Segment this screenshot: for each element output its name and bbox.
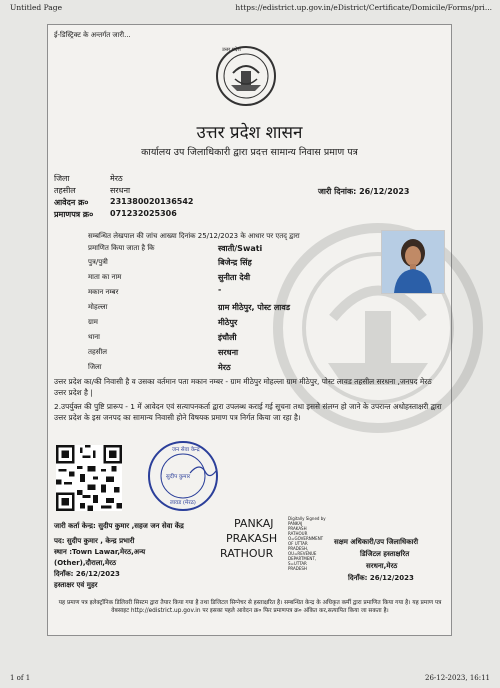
field-label-mohalla: मोहल्ला	[88, 303, 108, 311]
issuer-designation: पद: सुदीप कुमार , केन्द्र प्रभारी	[54, 537, 135, 545]
field-label-mother: माता का नाम	[88, 273, 122, 281]
signer-name-3: RATHOUR	[220, 547, 274, 560]
field-label-father: पुत्र/पुत्री	[88, 258, 108, 266]
meta-tehsil-value: सरधना	[110, 186, 131, 195]
seal-text-top: जन सेवा केन्द्र	[172, 447, 200, 453]
applicant-name: स्वाती/Swati	[218, 244, 263, 253]
meta-district-value: मेरठ	[110, 174, 123, 183]
officer-place: सरधना,मेरठ	[366, 562, 398, 570]
domicile-certificate	[47, 24, 452, 636]
print-datetime: 26-12-2023, 16:11	[425, 674, 490, 682]
browser-title: Untitled Page	[10, 3, 63, 12]
certificate-subtitle: कार्यालय उप जिलाधिकारी द्वारा प्रदत्त सामान्य निवास प्रमाण पत्र	[141, 147, 358, 158]
issuer-date: दिनाँक: 26/12/2023	[54, 570, 120, 578]
field-value-house: -	[218, 285, 222, 294]
certificate-title: उत्तर प्रदेश शासन	[196, 123, 303, 143]
field-value-village: मीठेपुर	[218, 318, 238, 327]
issuer-label: जारी कर्ता केन्द्र: सुदीप कुमार ,सहज जन सेवा केंद्र	[54, 522, 184, 530]
intro-line-1: सम्बन्धित लेखपाल की जांच आख्या दिनांक 25/12/2023 के आधार पर एतद् द्वारा	[88, 232, 300, 240]
issuer-sign-seal: हस्ताक्षर एवं मुहर	[54, 581, 98, 589]
applicant-photo	[381, 230, 445, 294]
intro-line-2: प्रमाणित किया जाता है कि	[88, 244, 155, 252]
meta-certificate-label: प्रमाणपत्र क्र०	[54, 210, 94, 219]
meta-tehsil-label: तहसील	[54, 186, 76, 195]
field-label-village: ग्राम	[88, 318, 98, 326]
field-label-house: मकान नम्बर	[88, 288, 119, 296]
field-label-police-station: थाना	[88, 333, 100, 341]
meta-application-label: आवेदन क्र०	[54, 198, 89, 207]
verification-paragraph: 2.उपर्युक्त की पुष्टि प्रारूप - 1 में आवेदन एवं सत्यापनकर्ता द्वारा उपलब्ध कराई गई सूचना तथा इससे संलग्न हो जाने के उपरान्त अधोहस्ताक्षरी द्वारा उत्तर प्रदेश के इस जनपद का सामान्य निवासी होने विषयक प्रमाण पत्र निर्गत किया जा रहा है।	[54, 402, 442, 422]
up-emblem-icon	[215, 45, 277, 107]
browser-url: https://edistrict.up.gov.in/eDistrict/Certificate/Domicile/Forms/pri...	[235, 3, 492, 12]
issuer-place-cont: (Other),दौराला,मेरठ	[54, 559, 117, 567]
officer-digital-signed: डिजिटल हस्ताक्षरित	[360, 550, 410, 558]
field-value-police-station: इंचौली	[218, 333, 237, 342]
meta-application-value: 231380020136542	[110, 197, 194, 206]
signer-name-2: PRAKASH	[226, 532, 278, 545]
digital-signature-details: Digitally Signed by PANKAJ PRAKASH RATHOUR O=GOVERNMENT OF UTTAR PRADESH, OU=REVENUE DEPARTMENT, S=UTTAR PRADESH	[288, 516, 326, 571]
signer-name-1: PANKAJ	[234, 517, 274, 530]
meta-certificate-value: 071232025306	[110, 209, 177, 218]
top-note: ई-डिस्ट्रिक्ट के अन्तर्गत जारी...	[54, 31, 131, 39]
field-label-district: जिला	[88, 363, 102, 371]
seal-text-bottom: लावड (मेरठ)	[170, 500, 196, 506]
issuer-place: स्थान :Town Lawar,मेरठ,अन्य	[54, 548, 146, 556]
page-count: 1 of 1	[10, 674, 31, 682]
field-value-mother: सुनीता देवी	[218, 273, 251, 282]
seal-text-middle: सुदीप कुमार	[166, 474, 191, 480]
issue-date: जारी दिनांक: 26/12/2023	[318, 187, 410, 196]
footer-note: यह प्रमाण पत्र इलेक्ट्रॉनिक डिलिवरी सिस्टम द्वारा तैयार किया गया है तथा डिजिटल सिग्नेचर से हस्ताक्षरित है। सम्बन्धित केन्द्र के अधिकृत कर्मी द्वारा प्रमाणित किया गया है। यह प्रमाण पत्र वेबसाइट http://edistrict.up.gov.in पर इसका पहले आवेदन क्र० फिर प्रमाणपत्र क्र० अंकित कर,सत्यापित किया जा सकता है।	[58, 600, 442, 614]
meta-district-label: जिला	[54, 174, 70, 183]
field-value-district: मेरठ	[218, 363, 231, 372]
field-value-mohalla: ग्राम मीठेपुर, पोस्ट लावड	[218, 303, 291, 312]
residence-paragraph: उत्तर प्रदेश का/की निवासी है व उसका वर्तमान पता मकान नम्बर - ग्राम मीठेपुर मोहल्ला ग्राम मीठेपुर, पोस्ट लावड तहसील सरधना ,जनपद मेरठ उत्तर प्रदेश है |	[54, 377, 432, 397]
officer-title: सक्षम अधिकारी/उप जिलाधिकारी	[334, 538, 419, 546]
field-label-tehsil: तहसील	[88, 348, 107, 356]
officer-date: दिनाँक: 26/12/2023	[348, 574, 414, 582]
qr-code-icon	[56, 445, 122, 511]
field-value-father: बिजेन्द्र सिंह	[218, 258, 252, 267]
field-value-tehsil: सरधना	[218, 348, 239, 357]
emblem-caption: उत्तर प्रदेश	[222, 47, 241, 53]
